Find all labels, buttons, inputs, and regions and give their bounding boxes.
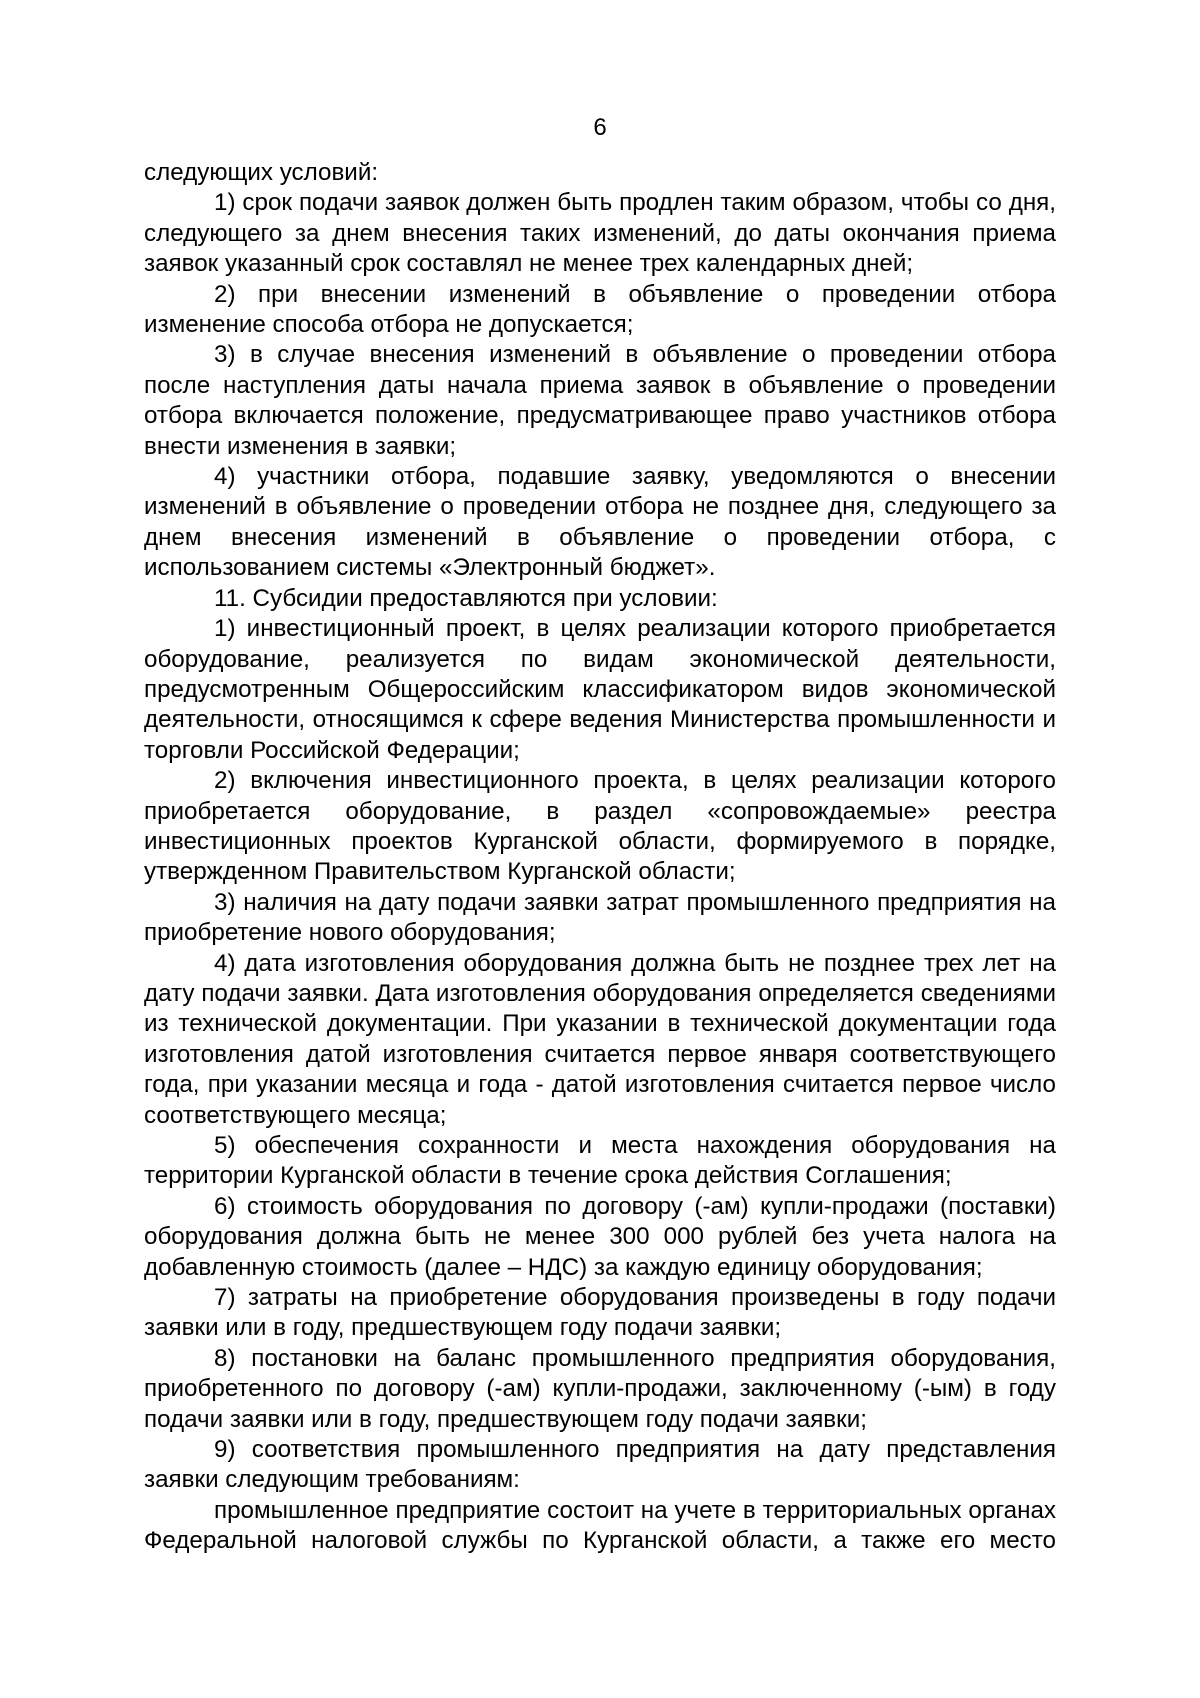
paragraph-condition-8: 8) постановки на баланс промышленного предприятия оборудования, приобретенного по договору (-ам) купли-продажи, заключенному (-ым) в году подачи заявки или в году, предшествующем году подачи заявки; xyxy=(144,1344,1056,1433)
paragraph-condition-1: 1) инвестиционный проект, в целях реализации которого приобретается оборудование, реализуется по видам экономической деятельности, предусмотренным Общероссийским классификатором видов экономической деятельности, относящимся к сфере ведения Министерства промышленности и торговли Российской Федерации; xyxy=(144,615,1056,764)
paragraph-requirement: промышленное предприятие состоит на учете в территориальных органах Федеральной налоговой службы по Курганской области, а также его место xyxy=(144,1496,1056,1555)
paragraph-item-3-extension: 3) в случае внесения изменений в объявление о проведении отбора после наступления даты начала приема заявок в объявление о проведении отбора включается положение, предусматривающее право участников отбора внести изменения в заявки; xyxy=(144,341,1056,460)
paragraph-item-2-extension: 2) при внесении изменений в объявление о проведении отбора изменение способа отбора не допускается; xyxy=(144,280,1056,339)
paragraph-condition-2: 2) включения инвестиционного проекта, в целях реализации которого приобретается оборудование, в раздел «сопровождаемые» реестра инвестиционных проектов Курганской области, формируемого в порядке, утвержденном Правительством Курганской области; xyxy=(144,767,1056,886)
page-number: 6 xyxy=(593,114,607,141)
paragraph-condition-4: 4) дата изготовления оборудования должна быть не позднее трех лет на дату подачи заявки. Дата изготовления оборудования определяется сведениями из технической документации. При указании в технической документации года изготовления датой изготовления считается первое января соответствующего года, при указании месяца и года - датой изготовления считается первое число соответствующего месяца; xyxy=(144,949,1056,1129)
paragraph-item-1-extension: 1) срок подачи заявок должен быть продлен таким образом, чтобы со дня, следующего за днем внесения таких изменений, до даты окончания приема заявок указанный срок составлял не менее трех календарных дней; xyxy=(144,189,1056,278)
paragraph-condition-3: 3) наличия на дату подачи заявки затрат промышленного предприятия на приобретение нового оборудования; xyxy=(144,888,1056,947)
paragraph-continuation: следующих условий: xyxy=(144,159,379,186)
paragraph-condition-9: 9) соответствия промышленного предприятия на дату представления заявки следующим требованиям: xyxy=(144,1436,1056,1494)
paragraph-item-4-extension: 4) участники отбора, подавшие заявку, уведомляются о внесении изменений в объявление о проведении отбора не позднее дня, следующего за днем внесения изменений в объявление о проведении отбора, с использованием системы «Электронный бюджет». xyxy=(144,463,1056,582)
paragraph-condition-6: 6) стоимость оборудования по договору (-ам) купли-продажи (поставки) оборудования должна быть не менее 300 000 рублей без учета налога на добавленную стоимость (далее – НДС) за каждую единицу оборудования; xyxy=(144,1192,1056,1281)
paragraph-condition-5: 5) обеспечения сохранности и места нахождения оборудования на территории Курганской области в течение срока действия Соглашения; xyxy=(144,1132,1056,1190)
paragraph-section-11: 11. Субсидии предоставляются при условии: xyxy=(214,584,718,612)
paragraph-condition-7: 7) затраты на приобретение оборудования произведены в году подачи заявки или в году, предшествующем году подачи заявки; xyxy=(144,1284,1056,1342)
document-body xyxy=(144,158,1056,1557)
